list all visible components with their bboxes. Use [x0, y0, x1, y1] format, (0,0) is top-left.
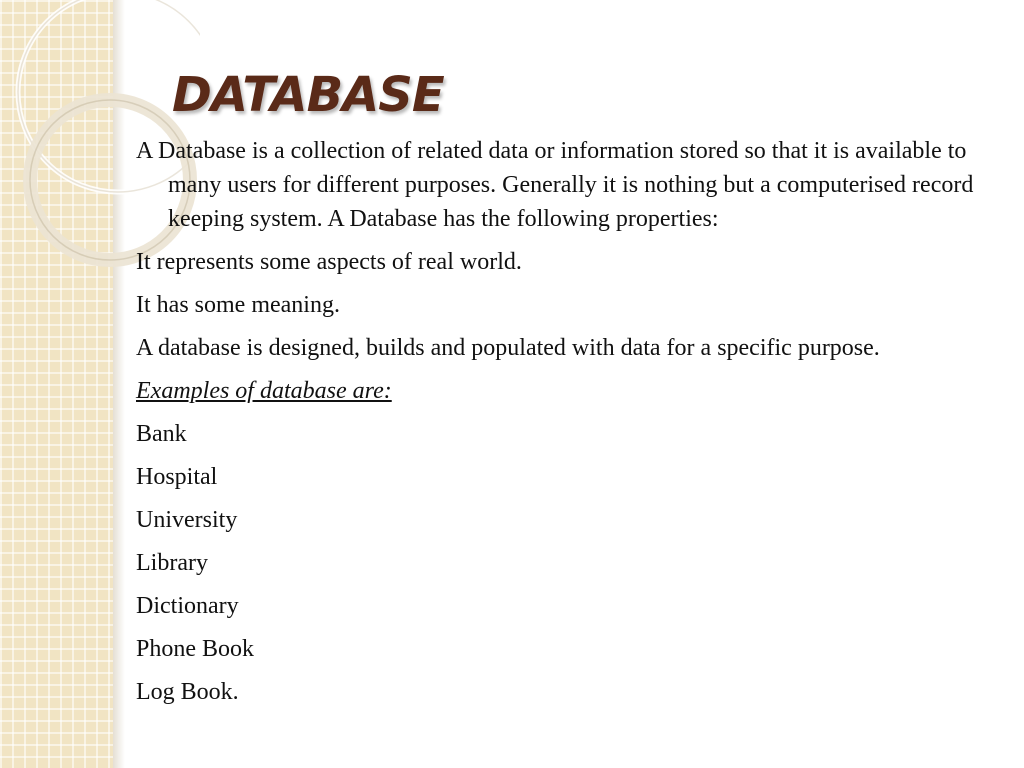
example-item: University: [136, 507, 238, 533]
examples-heading: Examples of database are:: [136, 378, 392, 404]
example-item: Library: [136, 550, 208, 576]
property-item: A database is designed, builds and populated with data for a specific purpose.: [136, 335, 880, 361]
example-item: Phone Book: [136, 636, 255, 662]
definition-paragraph: A Database is a collection of related data or information stored so that it is available to many users for different purposes. Generally it is nothing but a computerised record keeping system. A Database has the following properties:: [136, 138, 974, 232]
property-item: It represents some aspects of real world.: [136, 249, 522, 275]
slide-title: DATABASE: [172, 67, 444, 123]
slide-body: [136, 134, 996, 718]
example-item: Hospital: [136, 464, 218, 490]
property-item: It has some meaning.: [136, 292, 340, 318]
examples-heading-line: [136, 374, 996, 408]
example-item: Bank: [136, 421, 187, 447]
example-item: Log Book.: [136, 679, 239, 705]
example-item: Dictionary: [136, 593, 239, 619]
